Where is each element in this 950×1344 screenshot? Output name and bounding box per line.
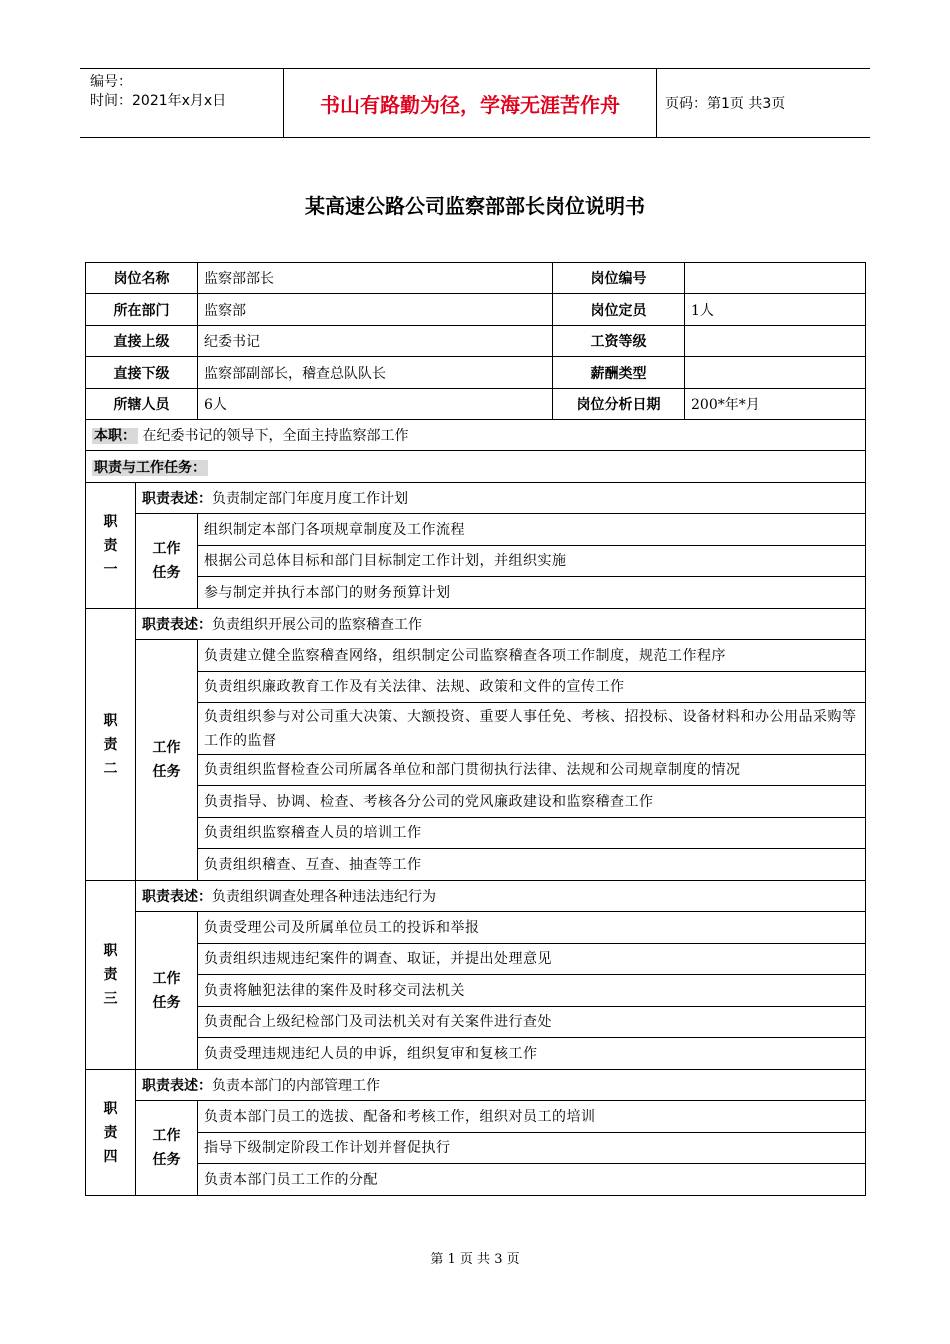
- duty-2-task-row: [86, 672, 866, 703]
- task-item: 负责组织稽查、互查、抽查等工作: [198, 849, 866, 881]
- task-item: 参与制定并执行本部门的财务预算计划: [198, 577, 866, 609]
- value-dept: 监察部: [198, 294, 553, 326]
- duty-text: 在纪委书记的领导下，全面主持监察部工作: [142, 428, 409, 444]
- tasks-heading-cell: [86, 451, 866, 483]
- duty-4-name: 职 责 四: [86, 1070, 136, 1196]
- task-item: 负责组织廉政教育工作及有关法律、法规、政策和文件的宣传工作: [198, 672, 866, 703]
- row-superior: [86, 326, 866, 357]
- row-staff: [86, 389, 866, 420]
- duty-3-statement: [136, 881, 866, 912]
- label-salary-type: 薪酬类型: [553, 357, 685, 389]
- duty-1-statement-text: 负责制定部门年度月度工作计划: [212, 491, 408, 507]
- duty-2-task-row: [86, 818, 866, 849]
- value-staff: 6人: [198, 389, 553, 420]
- work-task-label-text: 工作 任务: [152, 1128, 181, 1168]
- duty-2-task-row: [86, 755, 866, 786]
- row-tasks-heading: [86, 451, 866, 483]
- duty-4-task-row: [86, 1164, 866, 1196]
- duty-3-statement-label: 职责表述：: [142, 889, 212, 905]
- task-item: 负责建立健全监察稽查网络，组织制定公司监察稽查各项工作制度，规范工作程序: [198, 640, 866, 672]
- task-item: 指导下级制定阶段工作计划并督促执行: [198, 1133, 866, 1164]
- duty-2-task-row: [86, 849, 866, 881]
- task-item: 根据公司总体目标和部门目标制定工作计划，并组织实施: [198, 546, 866, 577]
- duty-4-work-task-label: [136, 1101, 198, 1196]
- duty-label: 本职：: [94, 428, 136, 444]
- task-item: 负责配合上级纪检部门及司法机关对有关案件进行查处: [198, 1007, 866, 1038]
- duty-1-statement-label: 职责表述：: [142, 491, 212, 507]
- header-meta: [90, 73, 280, 111]
- task-item: 负责本部门员工的选拔、配备和考核工作，组织对员工的培训: [198, 1101, 866, 1133]
- duty-3-statement-row: [86, 881, 866, 912]
- duty-3-task-row: [86, 912, 866, 944]
- work-task-label-text: 工作 任务: [152, 541, 181, 581]
- duty-1-name: 职 责 一: [86, 483, 136, 609]
- duty-4-task-row: [86, 1133, 866, 1164]
- duty-2-work-task-label: [136, 640, 198, 881]
- task-item: 负责组织违规违纪案件的调查、取证，并提出处理意见: [198, 944, 866, 975]
- value-analysis-date: 200*年*月: [685, 389, 866, 420]
- duty-4-task-row: [86, 1101, 866, 1133]
- task-item: 组织制定本部门各项规章制度及工作流程: [198, 514, 866, 546]
- label-analysis-date: 岗位分析日期: [553, 389, 685, 420]
- duty-1-task-row: [86, 577, 866, 609]
- task-item: 负责组织参与对公司重大决策、大额投资、重要人事任免、考核、招投标、设备材料和办公用品采购等工作的监督: [198, 703, 866, 755]
- value-subordinate: 监察部副部长，稽查总队队长: [198, 357, 553, 389]
- duty-1-work-task-label: [136, 514, 198, 609]
- value-grade: [685, 326, 866, 357]
- task-item: 负责组织监察稽查人员的培训工作: [198, 818, 866, 849]
- label-post-no: 岗位编号: [553, 263, 685, 294]
- duty-2-statement-text: 负责组织开展公司的监察稽查工作: [212, 617, 422, 633]
- label-subordinate: 直接下级: [86, 357, 198, 389]
- duty-3-statement-text: 负责组织调查处理各种违法违纪行为: [212, 889, 436, 905]
- header-time: 时间：2021年x月x日: [90, 93, 227, 109]
- header-motto: 书山有路勤为径，学海无涯苦作舟: [283, 69, 657, 137]
- value-quota: 1人: [685, 294, 866, 326]
- duty-2-statement: [136, 609, 866, 640]
- value-salary-type: [685, 357, 866, 389]
- duty-3-name: 职 责 三: [86, 881, 136, 1070]
- duty-3-task-row: [86, 1038, 866, 1070]
- duty-cell: [86, 420, 866, 451]
- task-item: 负责指导、协调、检查、考核各分公司的党风廉政建设和监察稽查工作: [198, 786, 866, 818]
- tasks-heading: 职责与工作任务：: [94, 459, 206, 476]
- task-item: 负责将触犯法律的案件及时移交司法机关: [198, 975, 866, 1007]
- task-item: 负责组织监督检查公司所属各单位和部门贯彻执行法律、法规和公司规章制度的情况: [198, 755, 866, 786]
- work-task-label-text: 工作 任务: [152, 970, 181, 1011]
- duty-4-statement-text: 负责本部门的内部管理工作: [212, 1078, 380, 1094]
- document-title: 某高速公路公司监察部部长岗位说明书: [305, 194, 645, 218]
- header-number: 编号：: [90, 74, 132, 90]
- duty-1-task-row: [86, 514, 866, 546]
- row-dept: [86, 294, 866, 326]
- label-quota: 岗位定员: [553, 294, 685, 326]
- duty-2-task-row: [86, 703, 866, 755]
- page-footer: 第 1 页 共 3 页: [430, 1252, 520, 1267]
- duty-4-statement-label: 职责表述：: [142, 1078, 212, 1094]
- duty-4-statement: [136, 1070, 866, 1101]
- duty-3-task-row: [86, 1007, 866, 1038]
- label-post-name: 岗位名称: [86, 263, 198, 294]
- job-description-table: [85, 262, 866, 1196]
- duty-1-statement-row: [86, 483, 866, 514]
- duty-2-task-row: [86, 786, 866, 818]
- label-staff: 所辖人员: [86, 389, 198, 420]
- value-post-name: 监察部部长: [198, 263, 553, 294]
- duty-1-statement: [136, 483, 866, 514]
- duty-2-name: 职 责 二: [86, 609, 136, 881]
- duty-2-statement-row: [86, 609, 866, 640]
- task-item: 负责受理违规违纪人员的申诉，组织复审和复核工作: [198, 1038, 866, 1070]
- label-superior: 直接上级: [86, 326, 198, 357]
- duty-4-statement-row: [86, 1070, 866, 1101]
- document-header: [80, 68, 870, 138]
- row-post-name: [86, 263, 866, 294]
- value-post-no: [685, 263, 866, 294]
- row-subordinate: [86, 357, 866, 389]
- duty-1-task-row: [86, 546, 866, 577]
- duty-3-task-row: [86, 975, 866, 1007]
- label-grade: 工资等级: [553, 326, 685, 357]
- task-item: 负责本部门员工工作的分配: [198, 1164, 866, 1196]
- duty-3-work-task-label: [136, 912, 198, 1070]
- value-superior: 纪委书记: [198, 326, 553, 357]
- duty-3-task-row: [86, 944, 866, 975]
- duty-2-task-row: [86, 640, 866, 672]
- label-dept: 所在部门: [86, 294, 198, 326]
- row-duty: [86, 420, 866, 451]
- duty-2-statement-label: 职责表述：: [142, 617, 212, 633]
- work-task-label-text: 工作 任务: [152, 740, 181, 780]
- task-item: 负责受理公司及所属单位员工的投诉和举报: [198, 912, 866, 944]
- header-page-info: 页码：第1页 共3页: [665, 96, 786, 112]
